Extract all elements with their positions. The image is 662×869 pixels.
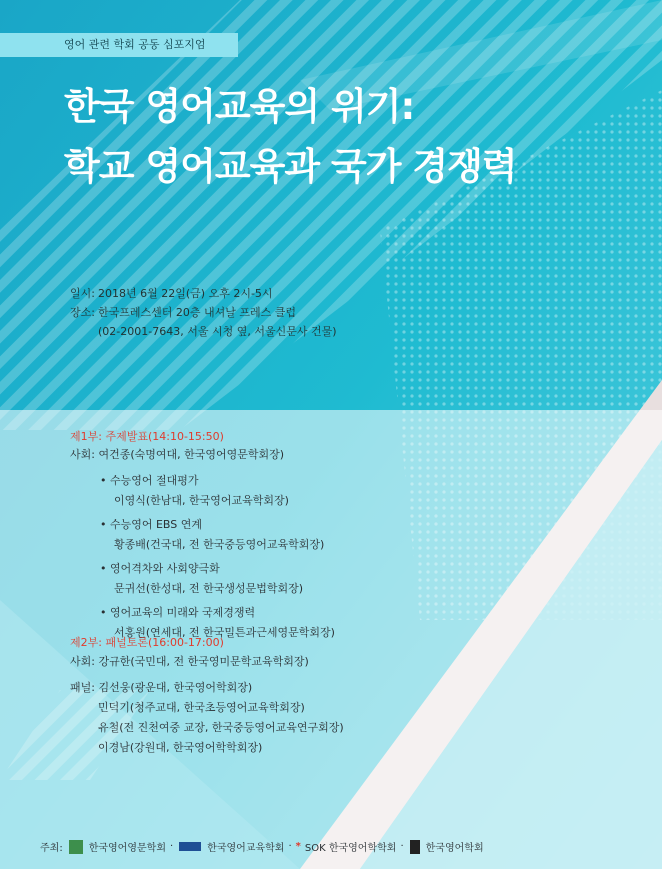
org1-name: 한국영어영문학회 bbox=[88, 843, 166, 854]
part1-moderator: 사회: 여건종(숙명여대, 한국영어영문학회장) bbox=[70, 448, 285, 461]
separator: · bbox=[169, 841, 174, 852]
host-label: 주최: bbox=[40, 843, 63, 854]
org4-logo-icon bbox=[410, 840, 420, 854]
title-line-2: 학교 영어교육과 국가 경쟁력 bbox=[64, 145, 517, 188]
org2-logo-icon bbox=[179, 842, 201, 851]
place-detail: (02-2001-7643, 서울 시청 옆, 서울신문사 건물) bbox=[98, 325, 337, 338]
part2-moderator: 사회: 강규한(국민대, 전 한국영미문학교육학회장) bbox=[70, 655, 309, 668]
part2-program bbox=[70, 652, 344, 758]
talk-speaker: 이영식(한남대, 한국영어교육학회장) bbox=[114, 494, 289, 507]
date-value: 2018년 6월 22일(금) 오후 2시-5시 bbox=[98, 287, 273, 300]
talk-title: • 수능영어 EBS 연계 bbox=[100, 518, 203, 531]
date-label: 일시: bbox=[70, 287, 95, 300]
org3-name: SOK 한국영어학학회 bbox=[304, 843, 397, 854]
separator: · bbox=[288, 841, 292, 852]
talk-title: • 수능영어 절대평가 bbox=[100, 474, 199, 487]
talk-speaker: 서홍원(연세대, 전 한국밀튼과근세영문학회장) bbox=[114, 626, 335, 639]
place-value: 한국프레스센터 20층 내셔날 프레스 클럽 bbox=[98, 306, 296, 319]
talk-speaker: 문귀선(한성대, 전 한국생성문법학회장) bbox=[114, 582, 304, 595]
org4-name: 한국영어학회 bbox=[425, 843, 484, 854]
separator: · bbox=[400, 841, 404, 852]
org2-name: 한국영어교육학회 bbox=[207, 843, 285, 854]
event-info bbox=[70, 284, 337, 341]
panelist: 유철(전 진천여중 교장, 한국중등영어교육연구회장) bbox=[98, 721, 344, 734]
panelist: 민덕기(청주교대, 한국초등영어교육학회장) bbox=[98, 701, 305, 714]
footer-hosts bbox=[40, 839, 484, 854]
symposium-tag: 영어 관련 학회 공동 심포지엄 bbox=[0, 33, 238, 57]
part2-title: 제2부: 패널토론(16:00-17:00) bbox=[70, 636, 224, 649]
talk-title: • 영어격차와 사회양극화 bbox=[100, 562, 220, 575]
org3-logo-icon: * bbox=[295, 841, 301, 852]
place-label: 장소: bbox=[70, 306, 95, 319]
panel-first: 패널: 김선웅(광운대, 한국영어학회장) bbox=[70, 681, 253, 694]
panelist: 이경남(강원대, 한국영어학학회장) bbox=[98, 741, 263, 754]
part1-program bbox=[70, 445, 335, 643]
talk-speaker: 황종배(건국대, 전 한국중등영어교육학회장) bbox=[114, 538, 325, 551]
title-line-1: 한국 영어교육의 위기: bbox=[64, 85, 415, 128]
org1-logo-icon bbox=[69, 840, 83, 854]
part1-title: 제1부: 주제발표(14:10-15:50) bbox=[70, 430, 224, 443]
talk-title: • 영어교육의 미래와 국제경쟁력 bbox=[100, 606, 256, 619]
